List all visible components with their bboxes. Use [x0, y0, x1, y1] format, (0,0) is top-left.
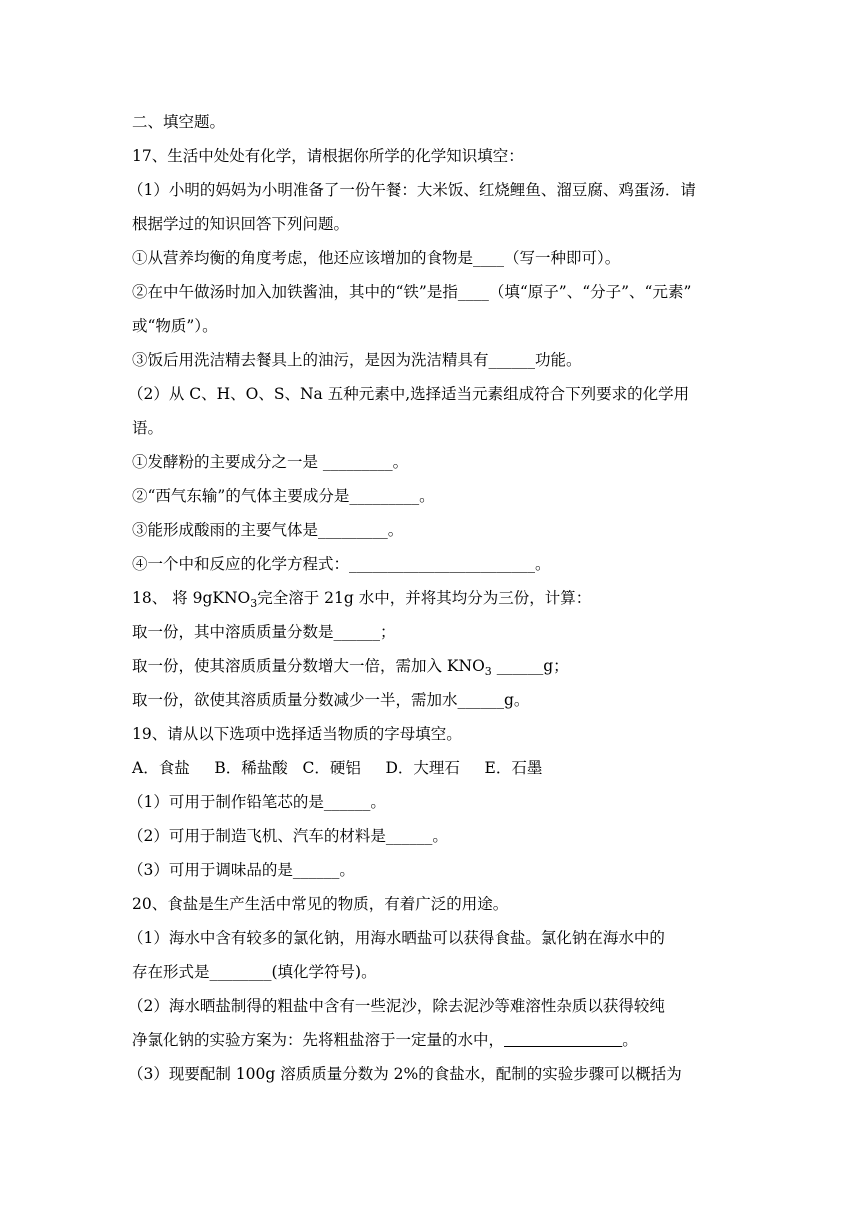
- question-17-sub4: ④一个中和反应的化学方程式：________________________。: [132, 555, 551, 573]
- question-17-sub1: ①发酵粉的主要成分之一是 _________。: [132, 453, 409, 471]
- answer-blank: [504, 1031, 622, 1049]
- question-20-part1-line2: 存在形式是________(填化学符号)。: [132, 963, 377, 981]
- question-18-line2-subscript: 3: [484, 665, 492, 679]
- question-17-part2-line1: （2）从 C、H、O、S、Na 五种元素中,选择适当元素组成符合下列要求的化学用: [128, 385, 690, 403]
- question-18-subscript: 3: [250, 597, 258, 611]
- question-20-stem: 20、食盐是生产生活中常见的物质，有着广泛的用途。: [132, 895, 509, 913]
- question-18-stem: [132, 588, 591, 614]
- question-17-stem: 17、生活中处处有化学，请根据你所学的化学知识填空：: [132, 147, 524, 165]
- question-17-part2-line2: 语。: [132, 419, 164, 437]
- question-19-item1: （1）可用于制作铅笔芯的是______。: [128, 793, 386, 811]
- question-20-part2-line2: [132, 1030, 638, 1050]
- question-17-sub2: ②“西气东输”的气体主要成分是_________。: [132, 487, 435, 505]
- question-19-stem: 19、请从以下选项中选择适当物质的字母填空。: [132, 725, 462, 743]
- question-20-part2-line2-part-a: 净氯化钠的实验方案为：先将粗盐溶于一定量的水中，: [132, 1031, 505, 1049]
- question-17-part1-line2: 根据学过的知识回答下列问题。: [132, 215, 350, 233]
- question-18-line2-part-a: 取一份，使其溶质质量分数增大一倍，需加入 KNO: [132, 657, 485, 675]
- section-title: 二、填空题。: [132, 113, 226, 131]
- question-20-part2-line1: （2）海水晒盐制得的粗盐中含有一些泥沙，除去泥沙等难溶性杂质以获得较纯: [128, 997, 665, 1015]
- question-20-part2-line2-part-b: 。: [622, 1031, 638, 1049]
- question-17-item2-line1: ②在中午做汤时加入加铁酱油，其中的“铁”是指____（填“原子”、“分子”、“元素”: [132, 283, 692, 301]
- question-18-line2: [132, 656, 569, 682]
- question-18-line1: 取一份，其中溶质质量分数是______；: [132, 623, 396, 641]
- question-20-part3-line1: （3）现要配制 100g 溶质质量分数为 2%的食盐水，配制的实验步骤可以概括为: [128, 1065, 682, 1083]
- question-17-part1-line1: （1）小明的妈妈为小明准备了一份午餐：大米饭、红烧鲤鱼、溜豆腐、鸡蛋汤．请: [128, 181, 696, 199]
- question-17-item2-line2: 或“物质”）。: [132, 317, 218, 335]
- question-17-item1: ①从营养均衡的角度考虑，他还应该增加的食物是____（写一种即可）。: [132, 249, 621, 267]
- question-19-item3: （3）可用于调味品的是______。: [128, 861, 355, 879]
- question-17-sub3: ③能形成酸雨的主要气体是_________。: [132, 521, 404, 539]
- question-19-options: A．食盐 B．稀盐酸 C．硬铝 D．大理石 E．石墨: [132, 759, 543, 777]
- question-18-line3: 取一份，欲使其溶质质量分数减少一半，需加水______g。: [132, 691, 530, 709]
- question-18-line2-part-b: ______g；: [491, 657, 569, 675]
- question-20-part1-line1: （1）海水中含有较多的氯化钠，用海水晒盐可以获得食盐。氯化钠在海水中的: [128, 929, 665, 947]
- question-19-item2: （2）可用于制造飞机、汽车的材料是______。: [128, 827, 448, 845]
- question-18-stem-part-a: 18、 将 9gKNO: [132, 589, 251, 607]
- question-18-stem-part-b: 完全溶于 21g 水中，并将其均分为三份，计算：: [257, 589, 592, 607]
- question-17-item3: ③饭后用洗洁精去餐具上的油污，是因为洗洁精具有______功能。: [132, 351, 582, 369]
